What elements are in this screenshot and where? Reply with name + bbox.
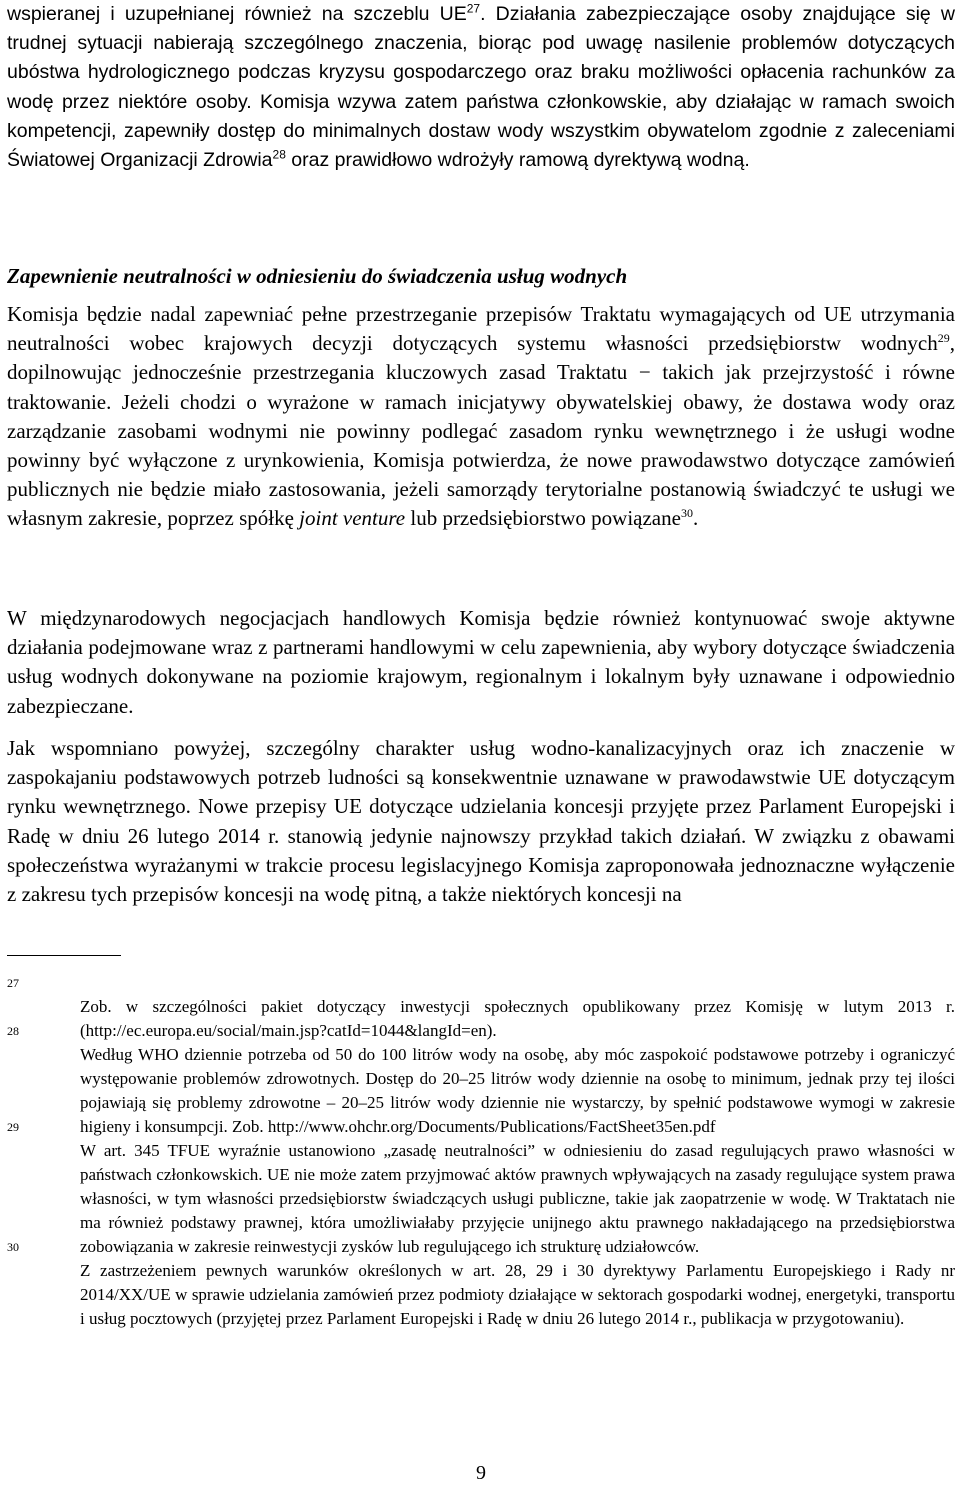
document-page: [7, 0, 956, 1484]
paragraph-trade: W międzynarodowych negocjacjach handlowych Komisja będzie również kontynuować swoje aktywne działania podejmowane wraz z partnerami handlowymi w celu zapewnienia, aby wybory dotyczące świadczenia usług wodnych dokonywane na poziomie krajowym, regionalnym i lokalnym były uznawane i odpowiednio zabezpieczane.: [7, 606, 955, 718]
footnote-number: 29: [7, 1120, 19, 1134]
paragraph-neutrality-text-4: .: [692, 506, 699, 531]
footnote-ref-27[interactable]: 27: [466, 1, 481, 16]
footnote-text: Zob. w szczególności pakiet dotyczący inwestycji społecznych opublikowany przez Komisję w lutym 2013 r. (http://ec.europa.eu/social/main.jsp?catId=1044&langId=en).: [80, 997, 955, 1040]
paragraph-top: [7, 0, 955, 175]
footnote-ref-28[interactable]: 28: [272, 147, 286, 162]
paragraph-neutrality: [7, 300, 955, 534]
footnote-ref-29[interactable]: 29: [937, 331, 950, 346]
footnote-number: 27: [7, 976, 19, 990]
footnote-text: Według WHO dziennie potrzeba od 50 do 100 litrów wody na osobę, aby móc zaspokoić podstawowe potrzeby i ograniczyć występowanie problemów zdrowotnych. Dostęp do 20–25 litrów wody dziennie na osobę to minimum, jednak przy tej ilości pojawiają się problemy zdrowotne – 20–25 litrów wody dziennie nie wystarczy, by spełnić podstawowe wymogi w zakresie higieny i konsumpcji. Zob. http://www.ohchr.org/Documents/Publications/FactSheet35en.pdf: [80, 1045, 955, 1136]
footnote-ref-30[interactable]: 30: [680, 506, 693, 521]
paragraph-top-text-1: wspieranej i uzupełnianej również na szczeblu UE: [7, 3, 467, 25]
footnote-number: 28: [7, 1024, 19, 1038]
footnote-number: 30: [7, 1240, 19, 1254]
footnote-29: [7, 1120, 955, 1259]
footnote-text: Z zastrzeżeniem pewnych warunków określonych w art. 28, 29 i 30 dyrektywy Parlamentu Europejskiego i Rady nr 2014/XX/UE w sprawie udzielania zamówień przez podmioty działające w sektorach gospodarki wodnej, energetyki, transportu i usług pocztowych (przyjętej przez Parlament Europejski i Radę w dniu 26 lutego 2014 r., publikacja w przygotowaniu).: [80, 1261, 955, 1328]
section-heading: Zapewnienie neutralności w odniesieniu do świadczenia usług wodnych: [7, 264, 628, 288]
paragraph-neutrality-text-2: , dopilnowując jednocześnie przestrzegania kluczowych zasad Traktatu − takich jak przejrzystość i równe traktowanie. Jeżeli chodzi o wyrażone w ramach inicjatywy obywatelskiej obawy, że dostawa wody oraz zarządzanie zasobami wodnymi nie powinny podlegać zasadom rynku wewnętrznego i że usługi wodne powinny być wyłączone z urynkowienia, Komisja potwierdza, że nowe prawodawstwo dotyczące zamówień publicznych nie będzie miało zastosowania, jeżeli samorządy terytorialne postanowią świadczyć te usługi we własnym zakresie, poprzez spółkę: [7, 331, 955, 531]
paragraph-top-text-2: . Działania zabezpieczające osoby znajdujące się w trudnej sytuacji nabierają szczególnego znaczenia, biorąc pod uwagę nasilenie problemów dotyczących ubóstwa hydrologicznego podczas kryzysu gospodarczego oraz braku możliwości opłacenia rachunków za wodę przez niektóre osoby. Komisja wzywa zatem państwa członkowskie, aby działając w ramach swoich kompetencji, zapewniły dostęp do minimalnych dostaw wody wszystkim obywatelom zgodnie z zaleceniami Światowej Organizacji Zdrowia: [7, 3, 956, 172]
footnote-28: [7, 1024, 955, 1139]
footnote-divider: [7, 955, 121, 956]
footnote-27: [7, 976, 955, 1043]
footnote-text: W art. 345 TFUE wyraźnie ustanowiono „zasadę neutralności” w odniesieniu do zasad regulujących prawo własności w państwach członkowskich. UE nie może zatem przyjmować aktów prawnych wpływających na zasady regulujące system prawa własności, w tym własności przedsiębiorstw świadczących usługi publiczne, takie jak zaopatrzenie w wodę. W Traktatach nie ma również podstawy prawnej, która umożliwiałaby przyjęcie unijnego aktu prawnego nakładającego na przedsiębiorstwa zobowiązania w zakresie reinwestycji zysków lub regulującego ich strukturę udziałowców.: [80, 1141, 955, 1256]
paragraph-special-character: Jak wspomniano powyżej, szczególny charakter usług wodno-kanalizacyjnych oraz ich znaczenie w zaspokajaniu podstawowych potrzeb ludności są konsekwentnie uznawane w prawodawstwie UE dotyczącym rynku wewnętrznego. Nowe przepisy UE dotyczące udzielania koncesji przyjęte przez Parlament Europejski i Radę w dniu 26 lutego 2014 r. stanowią jedynie najnowszy przykład takich działań. W związku z obawami społeczeństwa wyrażanymi w trakcie procesu legislacyjnego Komisja zaproponowała jednoznaczne wyłączenie z zakresu tych przepisów koncesji na wodę pitną, a także niektórych koncesji na: [7, 736, 955, 907]
paragraph-top-text-3: oraz prawidłowo wdrożyły ramową dyrektywą wodną.: [285, 149, 750, 172]
footnote-30: [7, 1240, 955, 1331]
paragraph-neutrality-text-3: lub przedsiębiorstwo powiązane: [405, 506, 681, 531]
joint-venture-term: joint venture: [299, 506, 406, 531]
footnotes: [7, 976, 955, 1331]
page-number: 9: [476, 1462, 486, 1484]
paragraph-neutrality-text-1: Komisja będzie nadal zapewniać pełne przestrzeganie przepisów Traktatu wymagających od UE utrzymania neutralności wobec krajowych decyzji dotyczących systemu własności przedsiębiorstw wodnych: [7, 302, 955, 356]
